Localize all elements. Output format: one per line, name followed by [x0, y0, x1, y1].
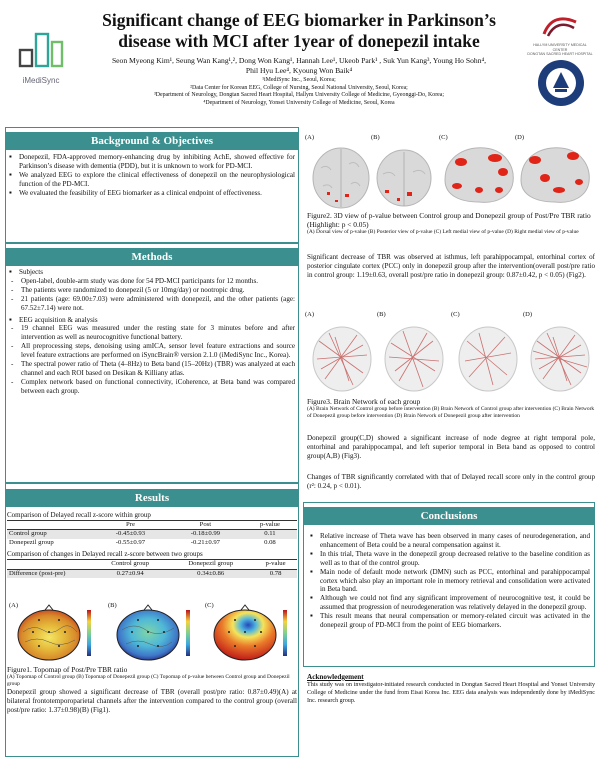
- topomap-donepezil: [108, 602, 200, 662]
- figure2-subcaption: (A) Dorsal view of p-value (B) Posterior view of p-value (C) Left medial view of p-value (D) Right medial view of p-value: [307, 229, 579, 235]
- table-row: [7, 569, 297, 578]
- network-control-after: [377, 311, 449, 400]
- authors-line-2: Phil Hyu Lee⁴, Kyoung Won Baik⁴: [245, 66, 353, 75]
- hallym-logo-mark: [540, 14, 580, 38]
- hallym-caption-1: HALLYM UNIVERSITY MEDICAL CENTER: [533, 43, 587, 52]
- table-delayed-recall-between: [7, 559, 297, 578]
- results-tables: [7, 511, 297, 578]
- eeg-item: - Complex network based on functional connectivity, iCoherence, at Beta band was compared between each group.: [9, 378, 295, 396]
- brain-view-right-medial: [515, 134, 595, 217]
- network-control-before-image: [305, 311, 377, 395]
- conclusions-item: ▪ Main node of default mode network (DMN) such as PCC, entorhinal and parahippocampal cortex which also play an important role in memory retrieval and consolidation were activated in Beta band.: [310, 568, 590, 595]
- topomap-label-b: (B): [108, 602, 117, 609]
- table-header-row: [7, 560, 297, 569]
- subjects-item: - Open-label, double-arm study was done for 54 PD-MCI participants for 12 months.: [9, 277, 295, 286]
- figure3-caption: [307, 397, 595, 420]
- eeg-list: [9, 324, 295, 395]
- background-item: [9, 189, 295, 198]
- table-row: [7, 539, 297, 547]
- eeg-item: - 19 channel EEG was measured under the resting state for 3 minutes before and after intervention as well as neurocognitive functional battery.: [9, 324, 295, 342]
- topomap-label-a: (A): [9, 602, 19, 609]
- table-header-cell: Pre: [93, 521, 168, 530]
- figure1-subcaption: (A) Topomap of Control group (B) Topomap of Donepezil group (C) Topomap of p-value between Control group and Donepezil group: [7, 674, 290, 687]
- table-cell: Control group: [7, 530, 93, 539]
- methods-eeg-label: ▪ EEG acquisition & analysis: [9, 316, 295, 325]
- eeg-item: - All preprocessing steps, denoising using amICA, sensor level feature extractions and source level feature extractions are performed on iSyncBrain® version 2.1.0 (iMediSync Inc., Korea).: [9, 342, 295, 360]
- conclusions-body: [310, 532, 590, 630]
- imedisync-logo-text: iMediSync: [22, 76, 60, 85]
- methods-eeg-list: [9, 316, 295, 325]
- figure2-label-b: (B): [371, 134, 380, 141]
- topomap-control: [9, 602, 101, 662]
- methods-heading: Methods: [5, 248, 299, 266]
- topomap-pvalue-image: [205, 602, 297, 662]
- background-heading: Background & Objectives: [5, 132, 299, 150]
- table-header-cell: p-value: [254, 560, 297, 569]
- methods-subjects-label: ▪ Subjects: [9, 268, 295, 277]
- network-donepezil-before-image: [451, 311, 523, 395]
- figure1-caption: [7, 665, 297, 688]
- hallym-caption-2: DONGTAN SACRED HEART HOSPITAL: [527, 52, 593, 56]
- methods-body: [9, 268, 295, 396]
- figure3-subcaption: (A) Brain Network of Control group before intervention (B) Brain Network of Control group after intervention (C) Brain Network of Donepezil group before intervention (D) Brain Network of Donepezil group after intervention: [307, 406, 595, 419]
- table-header-cell: Post: [168, 521, 243, 530]
- figure3-label-a: (A): [305, 311, 315, 318]
- acknowledgement-heading: Acknowledgement: [307, 673, 364, 681]
- eeg-item: - The spectral power ratio of Theta (4–8Hz) to Beta band (15–20Hz) (TBR) was analyzed at each channel and each ROI based on Desikan & Killiany atlas.: [9, 360, 295, 378]
- author-list: [78, 56, 520, 76]
- table-cell: 0.11: [243, 530, 297, 539]
- table-header-cell: Donepezil group: [167, 560, 254, 569]
- results-text: Donepezil group showed a significant decrease of TBR (overall post/pre ratio: 0.87±0.49)(A) at bilateral frontotemporoparietal channels after the intervention compared to the control group (overall post/pre ratio: 1.37±0.98)(B) (Fig1).: [7, 688, 297, 714]
- poster-title: [78, 10, 520, 52]
- figure3-title: Figure3. Brain Network of each group: [307, 397, 421, 406]
- affiliation-1: ¹iMediSync Inc., Seoul, Korea;: [262, 77, 336, 83]
- figure3-label-b: (B): [377, 311, 386, 318]
- figure2-text: Significant decrease of TBR was observed at isthmus, left parahippocampal, entorhinal cortex of posterior cingulate cortex (PCC) only in donepezil group after the intervention(overall post/pre ratio in control group: 1.19±0.63, overall post/pre ratio in donepezil group: 0.87±0.42, p < 0.05) (Fig2).: [307, 253, 595, 279]
- figure3-label-c: (C): [451, 311, 460, 318]
- table-cell: -0.21±0.97: [190, 538, 221, 546]
- network-donepezil-after-image: [523, 311, 595, 395]
- table-cell: 0.78: [254, 569, 297, 578]
- authors-line-1: Seon Myeong Kim¹, Seung Wan Kang¹,², Dong Won Kang¹, Hannah Lee¹, Ukeob Park¹ , Suk Yun Kang³, Young Ho Sohn⁴,: [111, 56, 487, 65]
- subjects-item: - 21 patients (age: 69.00±7.03) were administered with donepezil, and the other patients (age: 67.52±7.14) were not.: [9, 295, 295, 313]
- topomap-label-c: (C): [205, 602, 214, 609]
- conclusions-item: ▪ Although we could not find any significant improvement of neurocognitive test, it could be assumed that progression of neurodegeneration was relatively delayed in the donepezil group.: [310, 594, 590, 612]
- table1-caption: Comparison of Delayed recall z-score within group: [7, 511, 151, 519]
- table-cell: Donepezil group: [9, 538, 54, 546]
- background-item-text: Donepezil, FDA-approved memory-enhancing drug by inhibiting AchE, showed effective for Parkinson’s disease with dementia (PDD), but it is unknown to work for PD-MCI.: [19, 153, 295, 170]
- affiliations: [78, 77, 520, 107]
- figure3-text-1: Donepezil group(C,D) showed a significant increase of node degree at right temporal pole, entorhinal and parahippocampal, and left superior temporal in Beta band as opposed to control group(A,B) (Fig3).: [307, 434, 595, 460]
- conclusions-item: ▪ This result means that neural compensation or memory-related circuit was activated in the donepezil group of PD-MCI from the point of EEG biomarkers.: [310, 612, 590, 630]
- background-list: [9, 153, 295, 198]
- background-item: [9, 153, 295, 171]
- brain-posterior-image: [371, 134, 437, 212]
- figure2-label-c: (C): [439, 134, 448, 141]
- figure1-title: Figure1. Topomap of Post/Pre TBR ratio: [7, 665, 128, 674]
- topomap-pvalue: [205, 602, 297, 662]
- table-cell: Difference (post-pre): [7, 569, 93, 578]
- background-item-text: We analyzed EEG to explore the clinical effectiveness of donepezil on the neurophysiological function of the PD-MCI.: [19, 170, 295, 188]
- topomap-donepezil-image: [108, 602, 200, 662]
- network-control-after-image: [377, 311, 449, 395]
- topomap-control-image: [9, 602, 101, 662]
- title-line-1: Significant change of EEG biomarker in Parkinson’s: [102, 10, 496, 30]
- table-cell: 0.08: [264, 538, 276, 546]
- figure2: [305, 134, 595, 216]
- table-header-cell: [7, 521, 93, 530]
- figure3: [305, 311, 595, 395]
- table-cell: -0.45±0.93: [93, 530, 168, 539]
- figure2-label-d: (D): [515, 134, 525, 141]
- poster-header: [0, 0, 600, 124]
- affiliation-3: ³Department of Neurology, Dongtan Sacred Heart Hospital, Hallym University College of Medicine, Gyeonggi-Do, Korea;: [153, 92, 445, 99]
- title-line-2: disease with MCI after 1year of donepezil intake: [118, 31, 480, 51]
- table-header-cell: p-value: [243, 521, 297, 530]
- figure2-caption: [307, 211, 595, 236]
- table2-caption: Comparison of changes in Delayed recall z-score between two groups: [7, 550, 203, 559]
- table-row: [7, 530, 297, 539]
- brain-view-dorsal: [305, 134, 375, 217]
- subjects-list: [9, 277, 295, 313]
- figure2-title: Figure2. 3D view of p-value between Control group and Donepezil group of Post/Pre TBR ratio (Highlight: p < 0.05): [307, 211, 591, 229]
- yonsei-seal: [536, 58, 586, 108]
- brain-left-medial-image: [439, 134, 519, 212]
- table-header-cell: Control group: [93, 560, 167, 569]
- table-cell: 0.34±0.86: [167, 569, 254, 578]
- figure2-label-a: (A): [305, 134, 315, 141]
- brain-view-left-medial: [439, 134, 519, 217]
- network-control-before: [305, 311, 377, 400]
- imedisync-logo-mark: [12, 30, 70, 74]
- affiliation-4: ⁴Department of Neurology, Yonsei University College of Medicine, Seoul, Korea: [203, 99, 395, 106]
- background-item-text: We evaluated the feasibility of EEG biomarker as a clinical endpoint of effectiveness.: [19, 188, 262, 197]
- imedisync-logo: [12, 30, 70, 86]
- table-header-cell: [7, 560, 93, 569]
- figure3-label-d: (D): [523, 311, 533, 318]
- network-donepezil-before: [451, 311, 523, 400]
- results-heading: Results: [5, 489, 299, 507]
- yonsei-seal-mark: [536, 58, 586, 108]
- hallym-logo: [527, 14, 593, 54]
- acknowledgement-text: This study was on investigator-initiated research conducted in Dongtan Sacred Heart Hospital and Yonsei University College of Medicine under the fund from Eisai Korea Inc. EEG data analysis was independently done by iMediSync Inc. research group.: [307, 682, 595, 704]
- table-cell: -0.18±0.99: [168, 530, 243, 539]
- table-cell: -0.55±0.97: [115, 538, 146, 546]
- figure3-text-2: Changes of TBR significantly correlated with that of Delayed recall score only in the control group (r²: 0.24, p < 0.01).: [307, 473, 595, 490]
- affiliation-2: ²Data Center for Korean EEG, College of Nursing, Seoul National University, Seoul, Korea;: [190, 84, 408, 91]
- methods-subjects-list: [9, 268, 295, 277]
- table-header-row: [7, 521, 297, 530]
- conclusions-list: [310, 532, 590, 630]
- brain-view-posterior: [371, 134, 437, 217]
- conclusions-item: ▪ In this trial, Theta wave in the donepezil group decreased relative to the baseline condition as well as to that of the control group.: [310, 550, 590, 568]
- background-body: [9, 153, 295, 198]
- conclusions-heading: Conclusions: [303, 507, 595, 525]
- conclusions-item: ▪ Relative increase of Theta wave has been observed in many cases of neurodegeneration, and enhancement of Beta could be a neural compensation against it.: [310, 532, 590, 550]
- background-item: [9, 171, 295, 189]
- network-donepezil-after: [523, 311, 595, 400]
- subjects-item: - The patients were randomized to donepezil (5 or 10mg/day) or nootropic drug.: [9, 286, 295, 295]
- brain-right-medial-image: [515, 134, 595, 212]
- table-cell: 0.27±0.94: [93, 569, 167, 578]
- brain-dorsal-image: [305, 134, 375, 212]
- acknowledgement: [307, 673, 595, 705]
- table-delayed-recall-within: [7, 520, 297, 547]
